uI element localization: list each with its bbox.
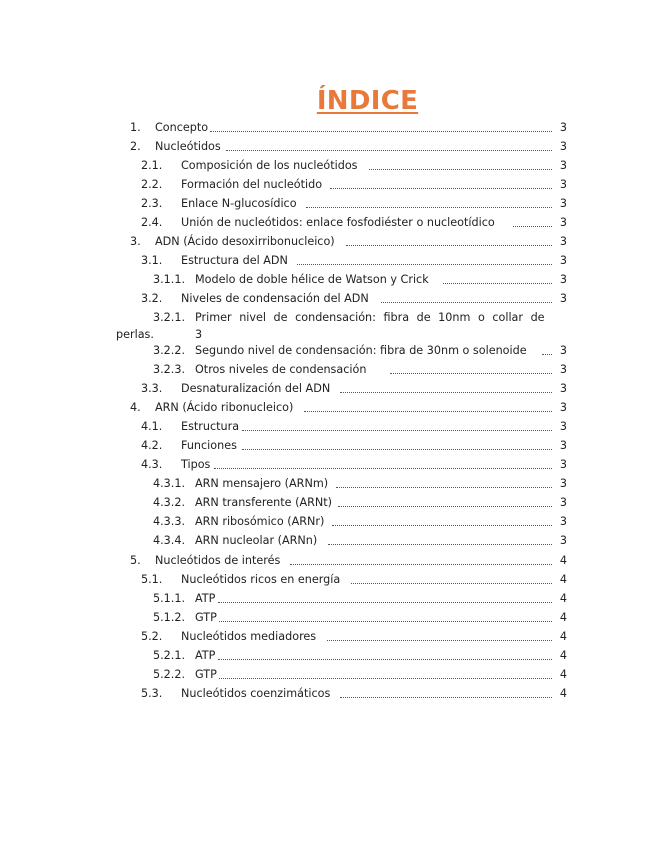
toc-page-number: 3 bbox=[559, 439, 567, 452]
dot-leader bbox=[218, 602, 552, 603]
toc-number: 2.1. bbox=[141, 159, 163, 172]
toc-page-number: 3 bbox=[559, 178, 567, 191]
toc-page-number: 3 bbox=[559, 401, 567, 414]
toc-number: 1. bbox=[130, 121, 141, 134]
toc-number: 3.3. bbox=[141, 382, 163, 395]
toc-entry-4-3-1[interactable] bbox=[0, 475, 655, 493]
dot-leader bbox=[340, 392, 552, 393]
dot-leader bbox=[338, 506, 552, 507]
dot-leader bbox=[290, 564, 552, 565]
toc-page-number: 4 bbox=[559, 554, 567, 567]
dot-leader bbox=[219, 621, 552, 622]
dot-leader bbox=[332, 525, 552, 526]
toc-entry-3-2-1[interactable] bbox=[0, 309, 655, 345]
toc-entry-5-2[interactable] bbox=[0, 628, 655, 646]
toc-number: 2.3. bbox=[141, 197, 163, 210]
dot-leader bbox=[390, 373, 552, 374]
toc-entry-5-2-1[interactable] bbox=[0, 647, 655, 665]
toc-page-number: 4 bbox=[559, 630, 567, 643]
toc-page-number: 3 bbox=[559, 477, 567, 490]
toc-entry-4-3-3[interactable] bbox=[0, 513, 655, 531]
toc-text: Tipos bbox=[181, 458, 211, 471]
toc-number: 2.2. bbox=[141, 178, 163, 191]
toc-text: Funciones bbox=[181, 439, 237, 452]
toc-page-number: 3 bbox=[559, 292, 567, 305]
toc-number: 2. bbox=[130, 140, 141, 153]
toc-text: ARN ribosómico (ARNr) bbox=[195, 515, 325, 528]
toc-text: ARN (Ácido ribonucleico) bbox=[155, 401, 294, 414]
dot-leader bbox=[297, 264, 552, 265]
toc-page-number: 3 bbox=[559, 254, 567, 267]
toc-page-number: 3 bbox=[559, 216, 567, 229]
toc-text: Nucleótidos de interés bbox=[155, 554, 281, 567]
toc-text: Composición de los nucleótidos bbox=[181, 159, 358, 172]
toc-text: ATP bbox=[195, 649, 216, 662]
dot-leader bbox=[218, 659, 552, 660]
toc-text: Nucleótidos ricos en energía bbox=[181, 573, 341, 586]
toc-page-number: 3 bbox=[559, 344, 567, 357]
toc-entry-4-3-4[interactable] bbox=[0, 532, 655, 550]
toc-page-number: 3 bbox=[559, 420, 567, 433]
toc-entry-3-2-2[interactable] bbox=[0, 342, 655, 360]
toc-number: 5. bbox=[130, 554, 141, 567]
dot-leader bbox=[327, 640, 552, 641]
dot-leader bbox=[306, 207, 552, 208]
dot-leader bbox=[351, 583, 552, 584]
toc-entry-4[interactable] bbox=[0, 399, 655, 417]
toc-entry-2-4[interactable] bbox=[0, 214, 655, 232]
dot-leader bbox=[513, 226, 552, 227]
toc-entry-4-1[interactable] bbox=[0, 418, 655, 436]
toc-text: Nucleótidos mediadores bbox=[181, 630, 317, 643]
toc-page-number: 3 bbox=[559, 496, 567, 509]
dot-leader bbox=[443, 283, 552, 284]
toc-number: 4. bbox=[130, 401, 141, 414]
toc-text: ARN nucleolar (ARNn) bbox=[195, 534, 318, 547]
toc-text: Nucleótidos coenzimáticos bbox=[181, 687, 331, 700]
toc-page-number: 3 bbox=[559, 197, 567, 210]
toc-entry-3-1[interactable] bbox=[0, 252, 655, 270]
toc-text: ARN mensajero (ARNm) bbox=[195, 477, 329, 490]
dot-leader bbox=[340, 697, 552, 698]
toc-page-number: 4 bbox=[559, 649, 567, 662]
toc-entry-5[interactable] bbox=[0, 552, 655, 570]
dot-leader bbox=[330, 188, 552, 189]
dot-leader bbox=[542, 354, 552, 355]
toc-entry-2-1[interactable] bbox=[0, 157, 655, 175]
toc-entry-5-1-2[interactable] bbox=[0, 609, 655, 627]
toc-text: Nucleótidos bbox=[155, 140, 221, 153]
toc-text: Enlace N-glucosídico bbox=[181, 197, 297, 210]
toc-page-number: 4 bbox=[559, 687, 567, 700]
toc-entry-2[interactable] bbox=[0, 138, 655, 156]
toc-number: 5.1.1. bbox=[153, 592, 186, 605]
page-title: ÍNDICE bbox=[316, 86, 419, 116]
toc-number: 3.2.2. bbox=[153, 344, 186, 357]
toc-page-number: 3 bbox=[559, 235, 567, 248]
toc-text-line1 bbox=[195, 309, 563, 327]
toc-number: 5.2.2. bbox=[153, 668, 186, 681]
toc-number: 3.2. bbox=[141, 292, 163, 305]
toc-number: 4.1. bbox=[141, 420, 163, 433]
toc-number: 5.2.1. bbox=[153, 649, 186, 662]
toc-number: 5.3. bbox=[141, 687, 163, 700]
dot-leader bbox=[346, 245, 552, 246]
dot-leader bbox=[242, 430, 552, 431]
dot-leader bbox=[304, 411, 552, 412]
toc-entry-4-3[interactable] bbox=[0, 456, 655, 474]
toc-entry-5-2-2[interactable] bbox=[0, 666, 655, 684]
toc-number: 3.2.1. bbox=[153, 311, 186, 324]
toc-text: Formación del nucleótido bbox=[181, 178, 323, 191]
toc-entry-2-3[interactable] bbox=[0, 195, 655, 213]
toc-number: 3.1.1. bbox=[153, 273, 186, 286]
toc-page-number: 3 bbox=[559, 159, 567, 172]
toc-entry-4-2[interactable] bbox=[0, 437, 655, 455]
toc-number: 5.2. bbox=[141, 630, 163, 643]
toc-page-number: 4 bbox=[559, 611, 567, 624]
dot-leader bbox=[381, 302, 552, 303]
toc-text: Primer nivel de condensación: fibra de 10nm o collar de bbox=[195, 311, 545, 324]
toc-number: 3.1. bbox=[141, 254, 163, 267]
dot-leader bbox=[226, 150, 552, 151]
toc-text: Niveles de condensación del ADN bbox=[181, 292, 369, 305]
toc-entry-3-1-1[interactable] bbox=[0, 271, 655, 289]
dot-leader bbox=[336, 487, 552, 488]
toc-page-number: 3 bbox=[559, 363, 567, 376]
toc-number: 5.1.2. bbox=[153, 611, 186, 624]
toc-page-number: 4 bbox=[559, 573, 567, 586]
toc-page-number: 3 bbox=[559, 458, 567, 471]
toc-text: GTP bbox=[195, 668, 217, 681]
toc-number: 3.2.3. bbox=[153, 363, 186, 376]
toc-number: 4.2. bbox=[141, 439, 163, 452]
toc-number: 3. bbox=[130, 235, 141, 248]
toc-entry-3-3[interactable] bbox=[0, 380, 655, 398]
dot-leader bbox=[242, 449, 552, 450]
toc-text: ATP bbox=[195, 592, 216, 605]
toc-number: 5.1. bbox=[141, 573, 163, 586]
dot-leader bbox=[219, 678, 552, 679]
toc-page-number: 3 bbox=[559, 121, 567, 134]
toc-page-number: 4 bbox=[559, 668, 567, 681]
toc-page-number: 3 bbox=[559, 534, 567, 547]
dot-leader bbox=[328, 544, 552, 545]
dot-leader bbox=[214, 468, 552, 469]
toc-text: Estructura bbox=[181, 420, 240, 433]
toc-text: Segundo nivel de condensación: fibra de 30nm o solenoide bbox=[195, 344, 527, 357]
toc-number: 4.3.2. bbox=[153, 496, 186, 509]
dot-leader bbox=[369, 169, 552, 170]
toc-page-number: 3 bbox=[559, 140, 567, 153]
toc-entry-3-2[interactable] bbox=[0, 290, 655, 308]
toc-page-number: 4 bbox=[559, 592, 567, 605]
toc-page-number: 3 bbox=[559, 273, 567, 286]
toc-text: Concepto bbox=[155, 121, 209, 134]
toc-text: Estructura del ADN bbox=[181, 254, 288, 267]
toc-page-number: 3 bbox=[195, 328, 203, 341]
toc-text: Unión de nucleótidos: enlace fosfodiéster o nucleotídico bbox=[181, 216, 495, 229]
toc-entry-5-3[interactable] bbox=[0, 685, 655, 703]
dot-leader bbox=[210, 131, 552, 132]
toc-entry-1[interactable] bbox=[0, 119, 655, 137]
toc-text: ADN (Ácido desoxirribonucleico) bbox=[155, 235, 335, 248]
toc-page-number: 3 bbox=[559, 382, 567, 395]
toc-entry-3[interactable] bbox=[0, 233, 655, 251]
toc-page-number: 3 bbox=[559, 515, 567, 528]
toc-text: Modelo de doble hélice de Watson y Crick bbox=[195, 273, 429, 286]
toc-entry-3-2-3[interactable] bbox=[0, 361, 655, 379]
toc-text: ARN transferente (ARNt) bbox=[195, 496, 332, 509]
toc-number: 4.3.1. bbox=[153, 477, 186, 490]
toc-number: 4.3. bbox=[141, 458, 163, 471]
toc-number: 2.4. bbox=[141, 216, 163, 229]
toc-text: GTP bbox=[195, 611, 217, 624]
toc-text: Otros niveles de condensación bbox=[195, 363, 367, 376]
toc-text-line2: perlas. bbox=[116, 328, 154, 341]
toc-number: 4.3.4. bbox=[153, 534, 186, 547]
toc-number: 4.3.3. bbox=[153, 515, 186, 528]
toc-entry-5-1[interactable] bbox=[0, 571, 655, 589]
toc-entry-5-1-1[interactable] bbox=[0, 590, 655, 608]
toc-entry-4-3-2[interactable] bbox=[0, 494, 655, 512]
toc-text: Desnaturalización del ADN bbox=[181, 382, 331, 395]
toc-entry-2-2[interactable] bbox=[0, 176, 655, 194]
